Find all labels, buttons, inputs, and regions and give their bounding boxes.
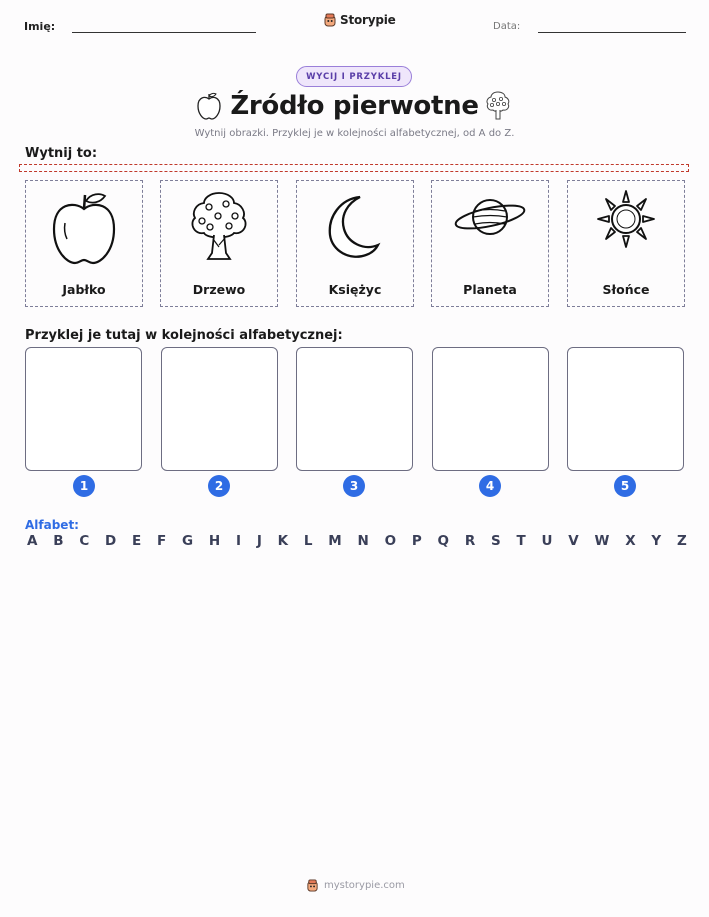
storypie-logo bbox=[323, 13, 396, 27]
planet-icon bbox=[450, 189, 530, 249]
slot-number-5: 5 bbox=[614, 475, 636, 497]
alphabet-letter: O bbox=[384, 533, 397, 549]
storypie-mascot-icon bbox=[323, 13, 337, 27]
alphabet-letter: D bbox=[105, 533, 117, 549]
cut-card-apple[interactable] bbox=[25, 180, 143, 307]
slot-number-4: 4 bbox=[479, 475, 501, 497]
alphabet-letter: X bbox=[625, 533, 636, 549]
name-line bbox=[72, 32, 256, 33]
page-title: Źródło pierwotne bbox=[230, 91, 479, 121]
alphabet-letter: A bbox=[27, 533, 38, 549]
alphabet-letter: N bbox=[357, 533, 369, 549]
instructions: Wytnij obrazki. Przyklej je w kolejności alfabetycznej, od A do Z. bbox=[194, 128, 515, 139]
alphabet-letter: J bbox=[256, 533, 262, 549]
cut-card-tree[interactable] bbox=[160, 180, 278, 307]
alphabet-letter: B bbox=[53, 533, 64, 549]
sun-icon bbox=[590, 189, 662, 251]
slot-number-3: 3 bbox=[343, 475, 365, 497]
alphabet-letter: G bbox=[182, 533, 194, 549]
alphabet-letter: F bbox=[157, 533, 167, 549]
paste-section-label: Przyklej je tutaj w kolejności alfabetycznej: bbox=[25, 328, 343, 343]
paste-slot-1[interactable] bbox=[25, 347, 142, 471]
tree-icon bbox=[182, 189, 256, 269]
card-label: Słońce bbox=[602, 282, 650, 297]
card-label: Drzewo bbox=[192, 282, 246, 297]
name-label: Imię: bbox=[24, 20, 56, 33]
alphabet-letter: C bbox=[79, 533, 90, 549]
storypie-mascot-icon bbox=[306, 879, 319, 892]
card-label: Księżyc bbox=[328, 282, 382, 297]
date-label: Data: bbox=[493, 21, 521, 32]
alphabet-letter: U bbox=[541, 533, 553, 549]
alphabet-letter: V bbox=[568, 533, 579, 549]
alphabet-letter: H bbox=[208, 533, 221, 549]
paste-slot-4[interactable] bbox=[432, 347, 549, 471]
alphabet-row bbox=[27, 533, 687, 549]
paste-slot-5[interactable] bbox=[567, 347, 684, 471]
alphabet-letter: E bbox=[132, 533, 142, 549]
slot-number-2: 2 bbox=[208, 475, 230, 497]
alphabet-letter: M bbox=[328, 533, 342, 549]
paste-slot-3[interactable] bbox=[296, 347, 413, 471]
activity-badge: WYCIJ I PRZYKLEJ bbox=[296, 66, 412, 87]
footer-url: mystorypie.com bbox=[324, 880, 405, 891]
alphabet-letter: T bbox=[516, 533, 526, 549]
alphabet-letter: S bbox=[491, 533, 501, 549]
cut-card-sun[interactable] bbox=[567, 180, 685, 307]
alphabet-letter: K bbox=[277, 533, 289, 549]
card-label: Jabłko bbox=[62, 282, 106, 297]
date-line bbox=[538, 32, 686, 33]
cut-section-label: Wytnij to: bbox=[25, 146, 98, 161]
card-label: Planeta bbox=[463, 282, 517, 297]
alphabet-letter: W bbox=[594, 533, 610, 549]
alphabet-letter: P bbox=[411, 533, 422, 549]
alphabet-letter: R bbox=[464, 533, 476, 549]
moon-icon bbox=[320, 189, 390, 265]
alphabet-letter: Y bbox=[651, 533, 662, 549]
cut-card-moon[interactable] bbox=[296, 180, 414, 307]
cut-line bbox=[19, 164, 689, 172]
apple-icon bbox=[49, 189, 119, 267]
alphabet-letter: L bbox=[303, 533, 313, 549]
cut-card-planet[interactable] bbox=[431, 180, 549, 307]
tree-icon bbox=[483, 89, 513, 125]
footer bbox=[306, 879, 405, 892]
alphabet-title: Alfabet: bbox=[25, 518, 79, 532]
slot-number-1: 1 bbox=[73, 475, 95, 497]
logo-text: Storypie bbox=[340, 13, 396, 27]
paste-slot-2[interactable] bbox=[161, 347, 278, 471]
alphabet-letter: I bbox=[236, 533, 242, 549]
alphabet-letter: Z bbox=[676, 533, 687, 549]
alphabet-letter: Q bbox=[437, 533, 450, 549]
